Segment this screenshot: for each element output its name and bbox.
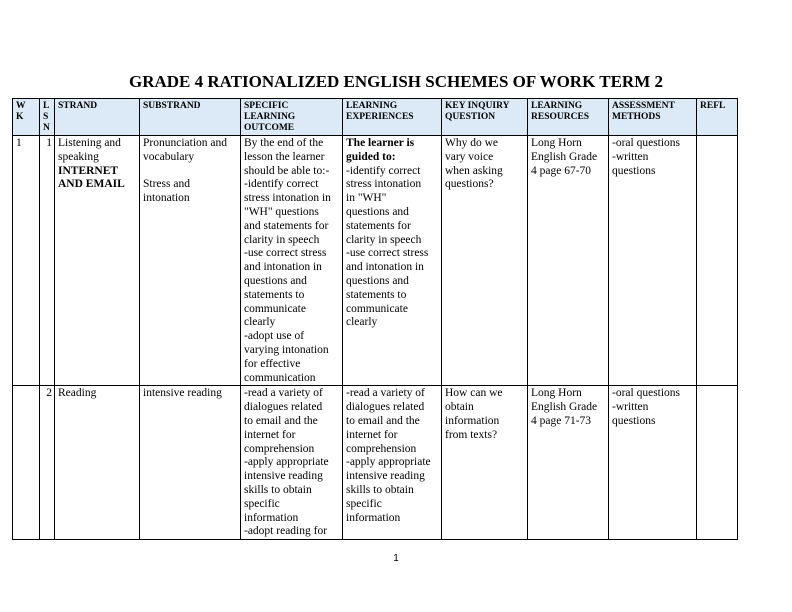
cell-question: Why do we vary voice when asking questions? xyxy=(442,136,528,386)
cell-experiences: -read a variety of dialogues related to email and the internet for comprehension -apply appropriate intensive reading skills to obtain specific information xyxy=(343,386,442,540)
cell-wk xyxy=(13,386,40,540)
cell-assessment: -oral questions -written questions xyxy=(609,136,697,386)
header-assessment: ASSESSMENT METHODS xyxy=(609,99,697,136)
cell-resources: Long Horn English Grade 4 page 67-70 xyxy=(528,136,609,386)
cell-wk: 1 xyxy=(13,136,40,386)
header-question: KEY INQUIRY QUESTION xyxy=(442,99,528,136)
header-experiences: LEARNING EXPERIENCES xyxy=(343,99,442,136)
header-row xyxy=(13,99,738,136)
cell-substrand: intensive reading xyxy=(140,386,241,540)
header-refl: REFL xyxy=(697,99,738,136)
cell-resources: Long Horn English Grade 4 page 71-73 xyxy=(528,386,609,540)
document-title: GRADE 4 RATIONALIZED ENGLISH SCHEMES OF WORK TERM 2 xyxy=(128,72,663,91)
header-outcome: SPECIFIC LEARNING OUTCOME xyxy=(241,99,343,136)
page-number: 1 xyxy=(393,553,399,564)
cell-refl xyxy=(697,386,738,540)
cell-lsn: 2 xyxy=(40,386,55,540)
table-row xyxy=(13,136,738,386)
cell-strand: Reading xyxy=(55,386,140,540)
header-substrand: SUBSTRAND xyxy=(140,99,241,136)
cell-substrand: Pronunciation and vocabulary Stress and intonation xyxy=(140,136,241,386)
cell-experiences xyxy=(343,136,442,386)
table-row xyxy=(13,386,738,540)
cell-outcome: -read a variety of dialogues related to email and the internet for comprehension -apply appropriate intensive reading skills to obtain specific information -adopt reading for xyxy=(241,386,343,540)
cell-assessment: -oral questions -written questions xyxy=(609,386,697,540)
schemes-of-work-table xyxy=(12,98,738,540)
cell-strand xyxy=(55,136,140,386)
experiences-intro: The learner is guided to: xyxy=(346,137,415,163)
experiences-text: -identify correct stress intonation in "WH" questions and statements for clarity in speech -use correct stress and intonation in questions and statements to communicate clearly xyxy=(346,164,429,329)
cell-lsn: 1 xyxy=(40,136,55,386)
header-wk: W K xyxy=(13,99,40,136)
strand-text: Listening and speaking xyxy=(58,137,121,163)
cell-outcome: By the end of the lesson the learner should be able to:- -identify correct stress intonation in "WH" questions and statements for clarity in speech -use correct stress and intonation in questions and statements to communicate clearly -adopt use of varying intonation for effective communication xyxy=(241,136,343,386)
header-resources: LEARNING RESOURCES xyxy=(528,99,609,136)
cell-question: How can we obtain information from texts? xyxy=(442,386,528,540)
header-lsn: L S N xyxy=(40,99,55,136)
cell-refl xyxy=(697,136,738,386)
header-strand: STRAND xyxy=(55,99,140,136)
strand-theme: INTERNET AND EMAIL xyxy=(58,164,125,191)
